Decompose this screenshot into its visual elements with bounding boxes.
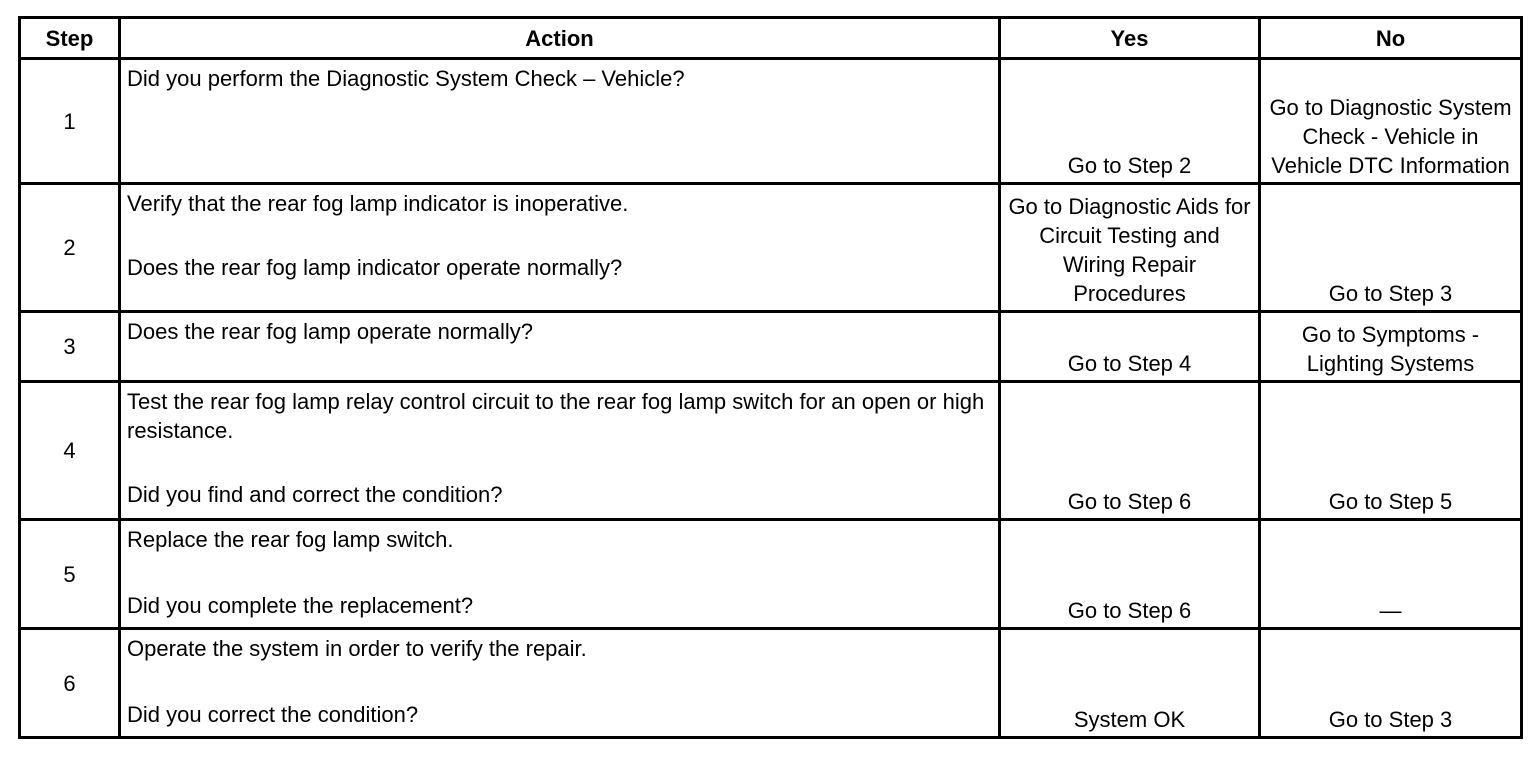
header-step: Step xyxy=(20,18,120,59)
step-number: 4 xyxy=(20,382,120,520)
action-cell xyxy=(120,382,1000,520)
table-row xyxy=(20,629,1522,738)
step-number: 5 xyxy=(20,520,120,629)
action-text: Verify that the rear fog lamp indicator is inoperative. xyxy=(127,191,629,216)
table-row xyxy=(20,184,1522,312)
action-cell xyxy=(120,629,1000,738)
action-cell xyxy=(120,59,1000,184)
action-text: Operate the system in order to verify the repair. xyxy=(127,636,587,661)
action-question: Does the rear fog lamp indicator operate normally? xyxy=(127,255,623,280)
action-cell xyxy=(120,520,1000,629)
step-number: 3 xyxy=(20,312,120,382)
no-cell: Go to Symptoms - Lighting Systems xyxy=(1260,312,1522,382)
yes-cell: Go to Step 6 xyxy=(1000,520,1260,629)
no-cell: Go to Step 3 xyxy=(1260,184,1522,312)
no-cell: Go to Diagnostic System Check - Vehicle in Vehicle DTC Information xyxy=(1260,59,1522,184)
step-number: 6 xyxy=(20,629,120,738)
action-text: Test the rear fog lamp relay control circuit to the rear fog lamp switch for an open or high resistance. xyxy=(127,389,985,443)
step-number: 1 xyxy=(20,59,120,184)
table-row xyxy=(20,520,1522,629)
table-row xyxy=(20,59,1522,184)
diagnostic-table xyxy=(18,16,1523,739)
action-cell xyxy=(120,184,1000,312)
action-question: Did you correct the condition? xyxy=(127,702,419,727)
yes-cell: System OK xyxy=(1000,629,1260,738)
table-row xyxy=(20,312,1522,382)
action-text: Replace the rear fog lamp switch. xyxy=(127,527,454,552)
action-cell xyxy=(120,312,1000,382)
header-no: No xyxy=(1260,18,1522,59)
no-cell: Go to Step 3 xyxy=(1260,629,1522,738)
header-action: Action xyxy=(120,18,1000,59)
step-number: 2 xyxy=(20,184,120,312)
no-cell: Go to Step 5 xyxy=(1260,382,1522,520)
yes-cell: Go to Step 6 xyxy=(1000,382,1260,520)
table-row xyxy=(20,382,1522,520)
header-row xyxy=(20,18,1522,59)
action-text: Did you perform the Diagnostic System Check – Vehicle? xyxy=(127,66,685,91)
yes-cell: Go to Step 4 xyxy=(1000,312,1260,382)
action-question: Did you find and correct the condition? xyxy=(127,482,503,507)
yes-cell: Go to Step 2 xyxy=(1000,59,1260,184)
no-cell: — xyxy=(1260,520,1522,629)
header-yes: Yes xyxy=(1000,18,1260,59)
action-question: Did you complete the replacement? xyxy=(127,593,474,618)
yes-cell: Go to Diagnostic Aids for Circuit Testing and Wiring Repair Procedures xyxy=(1000,184,1260,312)
action-text: Does the rear fog lamp operate normally? xyxy=(127,319,533,344)
